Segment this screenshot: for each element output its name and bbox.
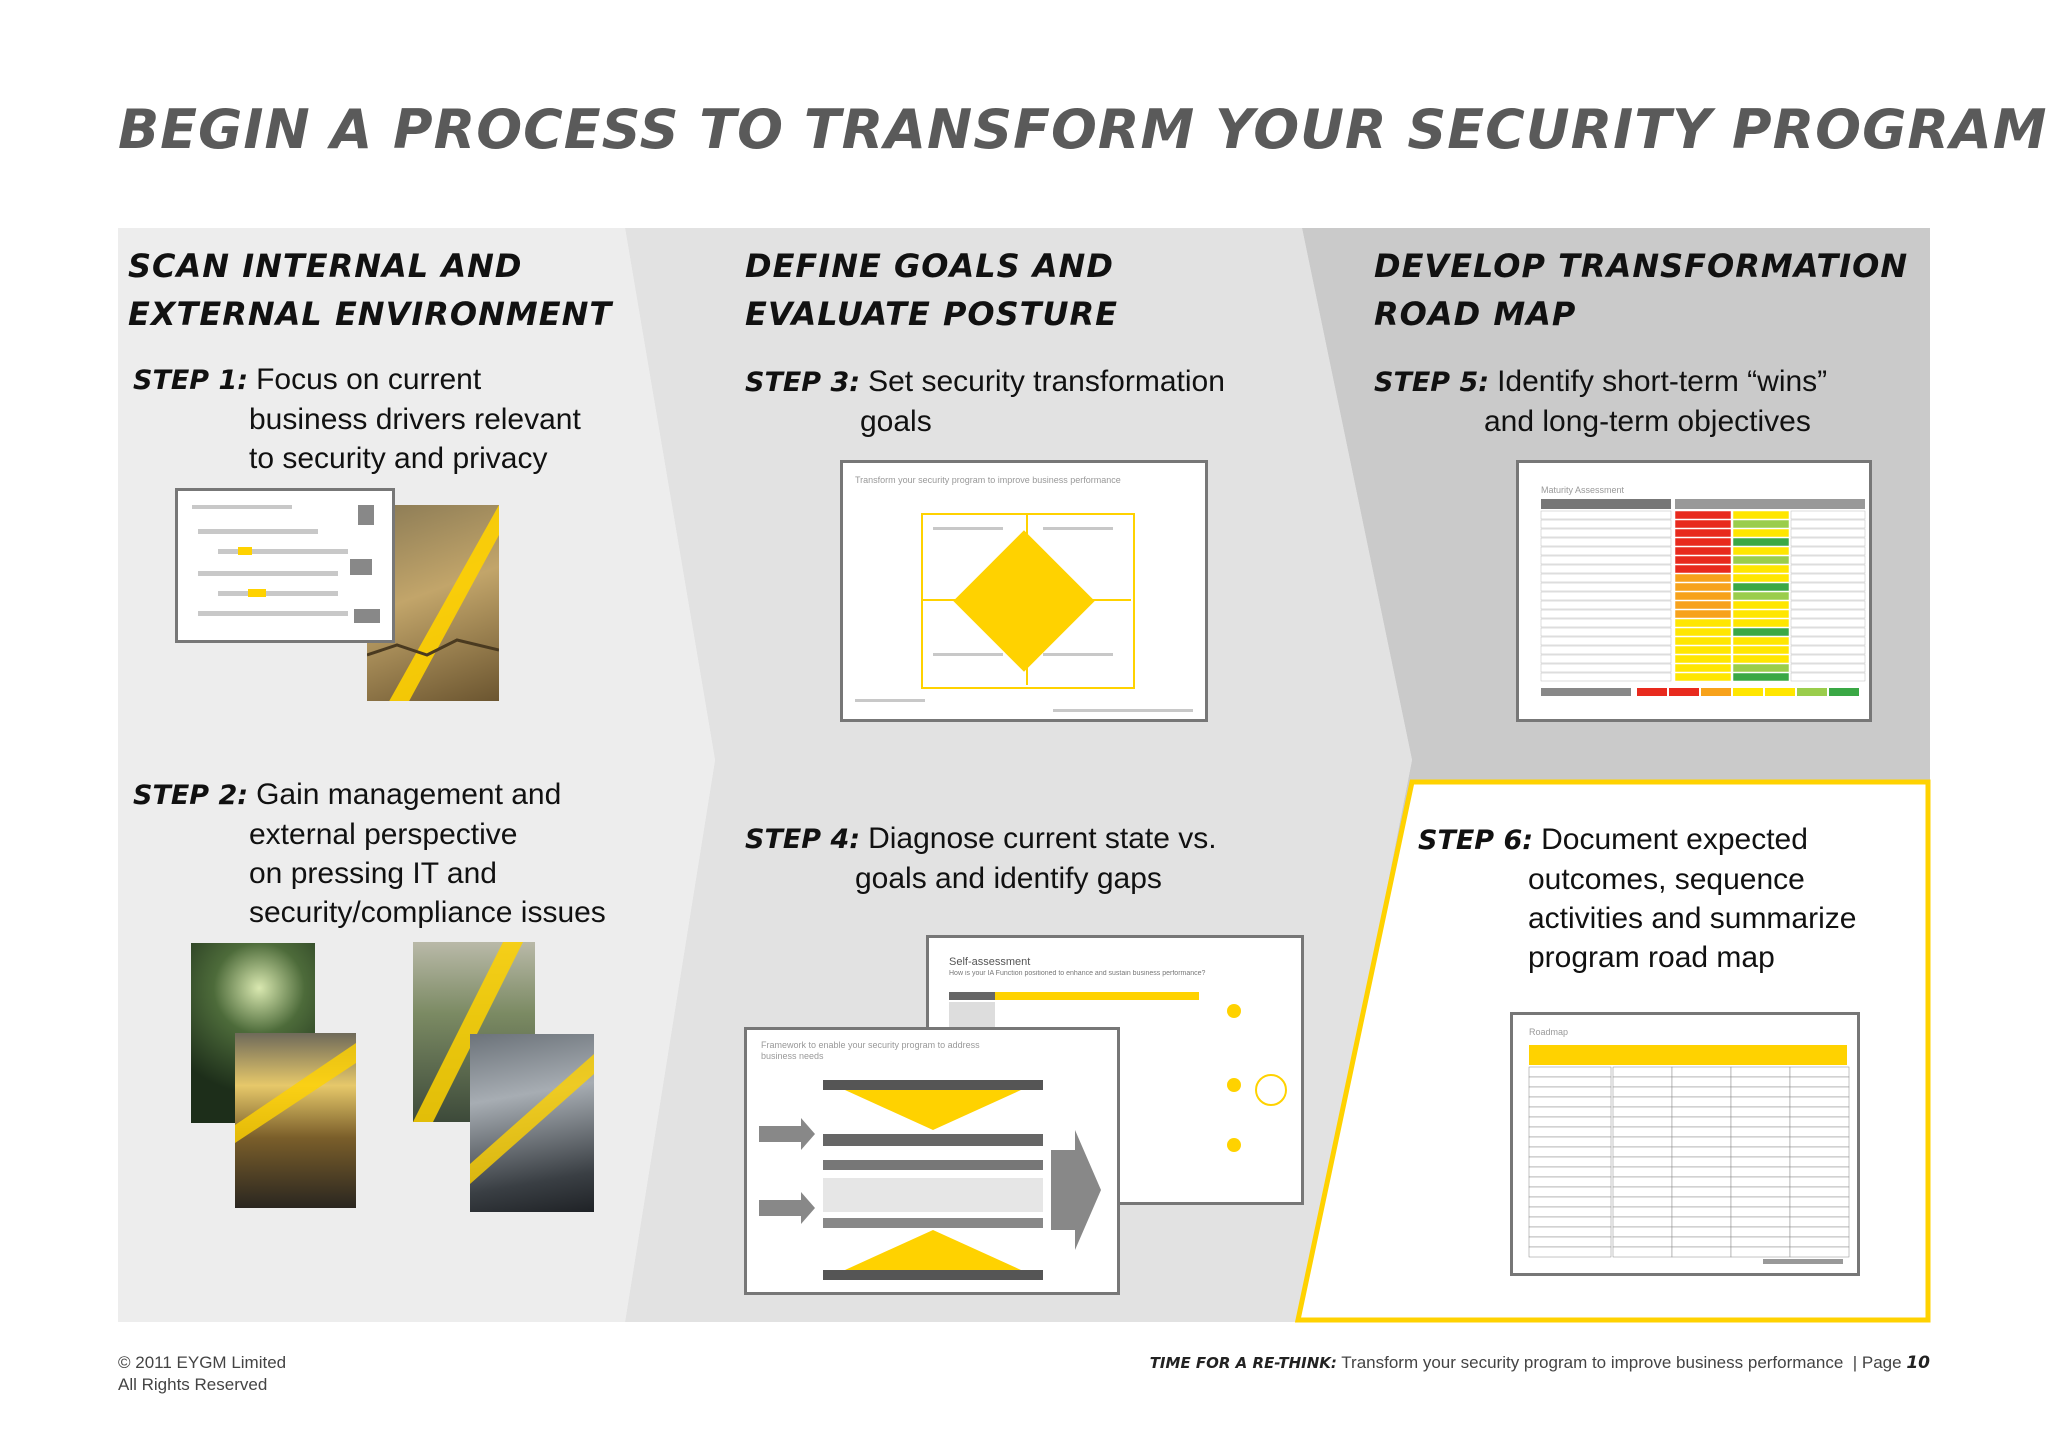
goals-diagram-title: Transform your security program to improve business performance <box>855 475 1121 485</box>
maturity-cell-current <box>1675 574 1731 582</box>
column-heading-define: DEFINE GOALS AND EVALUATE POSTURE <box>745 247 1118 333</box>
maturity-cell-target <box>1733 538 1789 546</box>
roadmap-row-label <box>1529 1087 1611 1097</box>
column-heading-scan: SCAN INTERNAL AND EXTERNAL ENVIRONMENT <box>128 247 613 333</box>
step-1-text-2: business drivers relevant <box>249 403 581 436</box>
maturity-cell-current <box>1675 655 1731 663</box>
footer-page-number: 10 <box>1906 1353 1930 1373</box>
maturity-cell-current <box>1675 538 1731 546</box>
roadmap-cell <box>1672 1197 1731 1207</box>
roadmap-cell <box>1672 1077 1731 1087</box>
maturity-row-label <box>1541 574 1671 582</box>
roadmap-cell <box>1790 1117 1849 1127</box>
maturity-cell-target <box>1733 520 1789 528</box>
maturity-cell-current <box>1675 673 1731 681</box>
roadmap-cell <box>1731 1087 1790 1097</box>
maturity-cell-target <box>1733 628 1789 636</box>
maturity-cell-current <box>1675 556 1731 564</box>
roadmap-footer-logo <box>1763 1259 1843 1264</box>
roadmap-cell <box>1790 1167 1849 1177</box>
step-4-text-1: Diagnose current state vs. <box>868 822 1217 855</box>
step-5-label: STEP 5: <box>1374 367 1490 398</box>
roadmap-cell <box>1613 1087 1672 1097</box>
maturity-cell-current <box>1675 637 1731 645</box>
maturity-cell-gap <box>1791 664 1865 672</box>
self-assessment-title: Self-assessment <box>949 956 1031 968</box>
roadmap-cell <box>1731 1137 1790 1147</box>
roadmap-cell <box>1731 1117 1790 1127</box>
roadmap-cell <box>1731 1227 1790 1237</box>
roadmap-cell <box>1731 1217 1790 1227</box>
roadmap-cell <box>1790 1147 1849 1157</box>
roadmap-row-label <box>1529 1197 1611 1207</box>
report-cover-sunset-art <box>235 1033 356 1208</box>
roadmap-cell <box>1731 1187 1790 1197</box>
maturity-cell-gap <box>1791 520 1865 528</box>
roadmap-cell <box>1613 1227 1672 1237</box>
roadmap-cell <box>1731 1237 1790 1247</box>
roadmap-row-label <box>1529 1067 1611 1077</box>
roadmap-cell <box>1672 1147 1731 1157</box>
maturity-row-label <box>1541 565 1671 573</box>
roadmap-cell <box>1613 1167 1672 1177</box>
report-cover-waves <box>470 1034 594 1212</box>
maturity-cell-gap <box>1791 601 1865 609</box>
status-dot-1 <box>1227 1004 1241 1018</box>
step-2-text-4: security/compliance issues <box>249 896 606 929</box>
maturity-row-label <box>1541 538 1671 546</box>
maturity-cell-target <box>1733 583 1789 591</box>
maturity-grid <box>1519 463 1872 722</box>
maturity-cell-gap <box>1791 529 1865 537</box>
roadmap-cell <box>1731 1077 1790 1087</box>
roadmap-cell <box>1790 1177 1849 1187</box>
roadmap-cell <box>1613 1207 1672 1217</box>
roadmap-cell <box>1790 1247 1849 1257</box>
roadmap-cell <box>1613 1217 1672 1227</box>
step-3-text-1: Set security transformation <box>868 365 1225 398</box>
step-1-label: STEP 1: <box>133 365 249 396</box>
roadmap-cell <box>1731 1067 1790 1077</box>
maturity-cell-current <box>1675 592 1731 600</box>
maturity-row-label <box>1541 655 1671 663</box>
maturity-header-values <box>1675 499 1865 509</box>
roadmap-cell <box>1613 1117 1672 1127</box>
roadmap-cell <box>1672 1127 1731 1137</box>
self-assessment-header-cell <box>949 992 995 1000</box>
roadmap-cell <box>1672 1087 1731 1097</box>
roadmap-cell <box>1613 1137 1672 1147</box>
maturity-title: Maturity Assessment <box>1541 485 1625 495</box>
maturity-cell-current <box>1675 610 1731 618</box>
step-4 <box>745 819 1217 898</box>
maturity-legend-swatch <box>1637 688 1667 696</box>
maturity-cell-current <box>1675 601 1731 609</box>
step-6-text-2: outcomes, sequence <box>1528 863 1805 896</box>
roadmap-cell <box>1613 1067 1672 1077</box>
maturity-cell-target <box>1733 547 1789 555</box>
maturity-row-label <box>1541 673 1671 681</box>
maturity-cell-target <box>1733 556 1789 564</box>
step-2-label: STEP 2: <box>133 780 249 811</box>
roadmap-row-label <box>1529 1117 1611 1127</box>
step-6-text-1: Document expected <box>1541 823 1808 856</box>
roadmap-cell <box>1790 1227 1849 1237</box>
roadmap-cell <box>1672 1167 1731 1177</box>
step-5 <box>1374 362 1827 441</box>
roadmap-cell <box>1731 1197 1790 1207</box>
maturity-legend-swatch <box>1829 688 1859 696</box>
roadmap-row-label <box>1529 1127 1611 1137</box>
maturity-cell-current <box>1675 583 1731 591</box>
step-1-text-3: to security and privacy <box>249 442 548 475</box>
roadmap-cell <box>1790 1077 1849 1087</box>
column-heading-roadmap: DEVELOP TRANSFORMATION ROAD MAP <box>1374 247 1909 333</box>
roadmap-cell <box>1672 1097 1731 1107</box>
maturity-cell-gap <box>1791 574 1865 582</box>
maturity-cell-target <box>1733 565 1789 573</box>
maturity-cell-gap <box>1791 637 1865 645</box>
step-6 <box>1418 820 1856 977</box>
maturity-cell-current <box>1675 628 1731 636</box>
roadmap-header <box>1529 1045 1847 1065</box>
roadmap-cell <box>1731 1177 1790 1187</box>
roadmap-row-label <box>1529 1237 1611 1247</box>
framework-thumbnail <box>744 1027 1120 1295</box>
roadmap-cell <box>1672 1067 1731 1077</box>
maturity-row-label <box>1541 601 1671 609</box>
maturity-legend-swatch <box>1797 688 1827 696</box>
self-assessment-subtitle: How is your IA Function positioned to enhance and sustain business performance? <box>949 970 1206 977</box>
roadmap-cell <box>1731 1247 1790 1257</box>
maturity-cell-gap <box>1791 592 1865 600</box>
roadmap-cell <box>1731 1207 1790 1217</box>
roadmap-thumbnail <box>1510 1012 1860 1276</box>
report-cover-waves-art <box>470 1034 594 1212</box>
roadmap-cell <box>1672 1247 1731 1257</box>
roadmap-cell <box>1731 1157 1790 1167</box>
roadmap-cell <box>1731 1167 1790 1177</box>
roadmap-row-label <box>1529 1147 1611 1157</box>
maturity-row-label <box>1541 511 1671 519</box>
step-1-text-1: Focus on current <box>256 363 482 396</box>
maturity-row-label <box>1541 583 1671 591</box>
step-3-text-2: goals <box>860 405 932 438</box>
maturity-cell-target <box>1733 646 1789 654</box>
maturity-assessment-thumbnail <box>1516 460 1872 722</box>
roadmap-cell <box>1613 1157 1672 1167</box>
maturity-cell-gap <box>1791 583 1865 591</box>
maturity-cell-gap <box>1791 610 1865 618</box>
footer-page-label: | Page <box>1852 1353 1902 1372</box>
step-2-text-3: on pressing IT and <box>249 857 497 890</box>
maturity-row-label <box>1541 628 1671 636</box>
roadmap-cell <box>1731 1147 1790 1157</box>
roadmap-cell <box>1613 1077 1672 1087</box>
roadmap-row-label <box>1529 1137 1611 1147</box>
maturity-legend-swatch <box>1669 688 1699 696</box>
roadmap-cell <box>1672 1207 1731 1217</box>
maturity-cell-target <box>1733 619 1789 627</box>
step-2 <box>133 775 606 932</box>
maturity-header <box>1541 499 1671 509</box>
roadmap-cell <box>1731 1097 1790 1107</box>
roadmap-cell <box>1613 1147 1672 1157</box>
maturity-cell-gap <box>1791 628 1865 636</box>
roadmap-title: Roadmap <box>1529 1027 1569 1037</box>
maturity-cell-target <box>1733 529 1789 537</box>
maturity-legend-swatch <box>1765 688 1795 696</box>
roadmap-cell <box>1672 1227 1731 1237</box>
maturity-row-label <box>1541 556 1671 564</box>
maturity-cell-gap <box>1791 511 1865 519</box>
maturity-legend-swatch <box>1733 688 1763 696</box>
roadmap-cell <box>1672 1137 1731 1147</box>
roadmap-cell <box>1613 1177 1672 1187</box>
roadmap-cell <box>1672 1117 1731 1127</box>
goals-diagram-thumbnail <box>840 460 1208 722</box>
report-cover-sunset <box>235 1033 356 1208</box>
roadmap-cell <box>1790 1127 1849 1137</box>
roadmap-cell <box>1790 1207 1849 1217</box>
roadmap-cell <box>1731 1127 1790 1137</box>
maturity-cell-gap <box>1791 619 1865 627</box>
maturity-cell-current <box>1675 547 1731 555</box>
roadmap-cell <box>1672 1237 1731 1247</box>
maturity-row-label <box>1541 637 1671 645</box>
copyright-line-2: All Rights Reserved <box>118 1375 268 1394</box>
roadmap-cell <box>1613 1107 1672 1117</box>
step-4-text-2: goals and identify gaps <box>855 862 1162 895</box>
maturity-cell-current <box>1675 565 1731 573</box>
maturity-cell-target <box>1733 574 1789 582</box>
maturity-row-label <box>1541 529 1671 537</box>
roadmap-row-label <box>1529 1167 1611 1177</box>
roadmap-row-label <box>1529 1107 1611 1117</box>
step-1 <box>133 360 581 478</box>
maturity-row-label <box>1541 547 1671 555</box>
maturity-cell-current <box>1675 529 1731 537</box>
maturity-cell-gap <box>1791 646 1865 654</box>
maturity-cell-current <box>1675 664 1731 672</box>
roadmap-row-label <box>1529 1207 1611 1217</box>
step-6-text-3: activities and summarize <box>1528 902 1857 935</box>
roadmap-cell <box>1790 1217 1849 1227</box>
maturity-row-label <box>1541 664 1671 672</box>
maturity-cell-current <box>1675 619 1731 627</box>
roadmap-cell <box>1790 1107 1849 1117</box>
step-5-text-1: Identify short-term “wins” <box>1497 365 1828 398</box>
roadmap-cell <box>1790 1067 1849 1077</box>
roadmap-row-label <box>1529 1077 1611 1087</box>
maturity-cell-target <box>1733 673 1789 681</box>
roadmap-row-label <box>1529 1177 1611 1187</box>
roadmap-row-label <box>1529 1227 1611 1237</box>
roadmap-cell <box>1613 1237 1672 1247</box>
maturity-cell-target <box>1733 664 1789 672</box>
roadmap-row-label <box>1529 1097 1611 1107</box>
footer-tagline <box>1150 1353 1930 1373</box>
roadmap-row-label <box>1529 1187 1611 1197</box>
maturity-cell-target <box>1733 592 1789 600</box>
framework-diagram <box>747 1030 1120 1295</box>
maturity-row-label <box>1541 520 1671 528</box>
roadmap-cell <box>1613 1197 1672 1207</box>
roadmap-cell <box>1790 1237 1849 1247</box>
step-5-text-2: and long-term objectives <box>1484 405 1811 438</box>
roadmap-cell <box>1790 1197 1849 1207</box>
maturity-cell-current <box>1675 520 1731 528</box>
infographic-thumbnail <box>175 488 395 643</box>
roadmap-cell <box>1672 1187 1731 1197</box>
step-2-text-2: external perspective <box>249 818 518 851</box>
footer-copyright <box>118 1352 286 1396</box>
maturity-cell-gap <box>1791 547 1865 555</box>
maturity-cell-gap <box>1791 556 1865 564</box>
roadmap-cell <box>1672 1107 1731 1117</box>
maturity-row-label <box>1541 592 1671 600</box>
roadmap-cell <box>1731 1107 1790 1117</box>
roadmap-cell <box>1672 1217 1731 1227</box>
step-2-text-1: Gain management and <box>256 778 562 811</box>
roadmap-cell <box>1790 1187 1849 1197</box>
roadmap-cell <box>1672 1177 1731 1187</box>
step-6-label: STEP 6: <box>1418 825 1534 856</box>
roadmap-cell <box>1790 1087 1849 1097</box>
maturity-legend-swatch <box>1701 688 1731 696</box>
roadmap-cell <box>1790 1097 1849 1107</box>
status-dot-3 <box>1227 1138 1241 1152</box>
step-3-label: STEP 3: <box>745 367 861 398</box>
maturity-cell-current <box>1675 646 1731 654</box>
maturity-cell-gap <box>1791 538 1865 546</box>
maturity-row-label <box>1541 646 1671 654</box>
step-6-text-4: program road map <box>1528 941 1775 974</box>
roadmap-cell <box>1613 1127 1672 1137</box>
roadmap-grid <box>1513 1015 1860 1276</box>
maturity-row-label <box>1541 610 1671 618</box>
maturity-cell-gap <box>1791 565 1865 573</box>
maturity-cell-current <box>1675 511 1731 519</box>
roadmap-cell <box>1672 1157 1731 1167</box>
step-4-label: STEP 4: <box>745 824 861 855</box>
copyright-line-1: © 2011 EYGM Limited <box>118 1353 287 1372</box>
roadmap-row-label <box>1529 1247 1611 1257</box>
status-ring <box>1255 1074 1287 1106</box>
footer-series: TIME FOR A RE-THINK: <box>1149 1354 1337 1372</box>
maturity-cell-target <box>1733 655 1789 663</box>
roadmap-cell <box>1790 1157 1849 1167</box>
roadmap-row-label <box>1529 1157 1611 1167</box>
framework-title: Framework to enable your security program to address business needs <box>761 1040 980 1061</box>
maturity-row-label <box>1541 619 1671 627</box>
maturity-cell-target <box>1733 610 1789 618</box>
maturity-cell-gap <box>1791 673 1865 681</box>
maturity-cell-target <box>1733 637 1789 645</box>
step-3 <box>745 362 1225 441</box>
status-dot-2 <box>1227 1078 1241 1092</box>
maturity-cell-target <box>1733 601 1789 609</box>
maturity-cell-gap <box>1791 655 1865 663</box>
maturity-cell-target <box>1733 511 1789 519</box>
roadmap-row-label <box>1529 1217 1611 1227</box>
roadmap-cell <box>1613 1097 1672 1107</box>
maturity-legend-label <box>1541 688 1631 696</box>
roadmap-cell <box>1613 1187 1672 1197</box>
page-title: BEGIN A PROCESS TO TRANSFORM YOUR SECURITY PROGRAM <box>118 98 2048 161</box>
footer-tagline-text: Transform your security program to improve business performance <box>1341 1353 1844 1372</box>
roadmap-cell <box>1790 1137 1849 1147</box>
roadmap-cell <box>1613 1247 1672 1257</box>
